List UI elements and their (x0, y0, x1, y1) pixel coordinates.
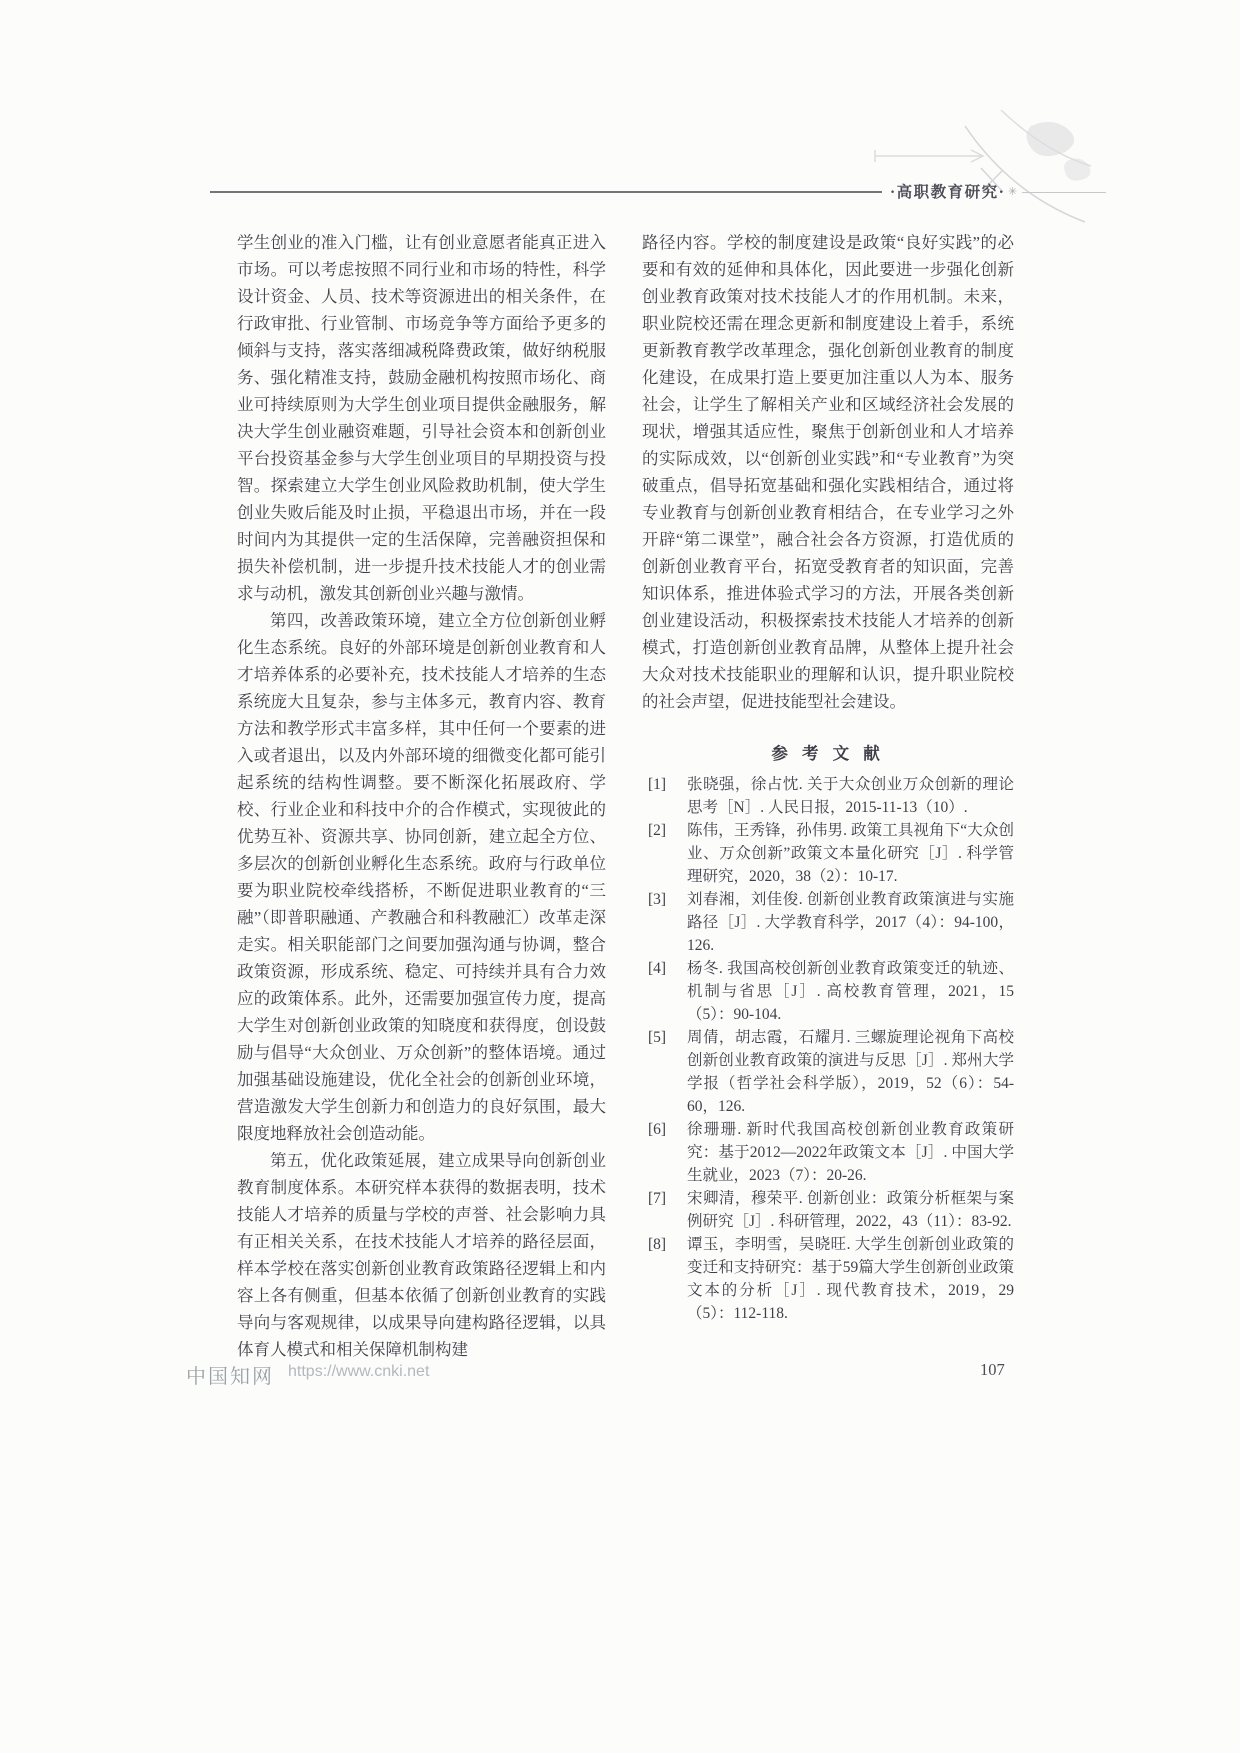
header-rule-left (210, 191, 882, 193)
reference-item (642, 1233, 1014, 1325)
right-paragraph-continuation: 路径内容。学校的制度建设是政策“良好实践”的必要和有效的延伸和具体化，因此要进一步强化创新创业教育政策对技术技能人才的作用机制。未来，职业院校还需在理念更新和制度建设上着手，系统更新教育教学改革理念，强化创新创业教育的制度化建设，在成果打造上要更加注重以人为本、服务社会，让学生了解相关产业和区域经济社会发展的现状，增强其适应性，聚焦于创新创业和人才培养的实际成效，以“创新创业实践”和“专业教育”为突破重点，倡导拓宽基础和强化实践相结合，通过将专业教育与创新创业教育相结合，在专业学习之外开辟“第二课堂”，融合社会各方资源，打造优质的创新创业教育平台，拓宽受教育者的知识面，完善知识体系，推进体验式学习的方法，开展各类创新创业建设活动，积极探索技术技能人才培养的创新模式，打造创新创业教育品牌，从整体上提升社会大众对技术技能职业的理解和认识，提升职业院校的社会声望，促进技能型社会建设。 (642, 233, 1014, 711)
reference-item (642, 1187, 1014, 1233)
reference-text: 周倩，胡志霞，石耀月. 三螺旋理论视角下高校创新创业教育政策的演进与反思［J］. 郑州大学学报（哲学社会科学版），2019，52（6）：54-60，126. (687, 1029, 1014, 1115)
reference-label: [6] (648, 1121, 667, 1138)
left-paragraph-point-five: 第五，优化政策延展，建立成果导向创新创业教育制度体系。本研究样本获得的数据表明，技术技能人才培养的质量与学校的声誉、社会影响力具有正相关关系，在技术技能人才培养的路径层面，样本学校在落实创新创业教育政策路径逻辑上和内容上各有侧重，但基本依循了创新创业教育的实践导向与客观规律，以成果导向建构路径逻辑，以具体育人模式和相关保障机制构建 (237, 1151, 606, 1359)
reference-item (642, 773, 1014, 819)
reference-label: [7] (648, 1190, 667, 1207)
cnki-url: https://www.cnki.net (288, 1363, 430, 1380)
reference-text: 谭玉，李明雪，吴晓旺. 大学生创新创业政策的变迁和支持研究：基于59篇大学生创新创业政策文本的分析［J］. 现代教育技术，2019，29（5）：112-118. (687, 1236, 1014, 1322)
left-paragraph-continuation: 学生创业的准入门槛，让有创业意愿者能真正进入市场。可以考虑按照不同行业和市场的特性，科学设计资金、人员、技术等资源进出的相关条件，在行政审批、行业管制、市场竞争等方面给予更多的倾斜与支持，落实落细减税降费政策，做好纳税服务、强化精准支持，鼓励金融机构按照市场化、商业可持续原则为大学生创业项目提供金融服务，解决大学生创业融资难题，引导社会资本和创新创业平台投资基金参与大学生创业项目的早期投资与投智。探索建立大学生创业风险救助机制，使大学生创业失败后能及时止损，平稳退出市场，并在一段时间内为其提供一定的生活保障，完善融资担保和损失补偿机制，进一步提升技术技能人才的创业需求与动机，激发其创新创业兴趣与激情。 (237, 233, 606, 603)
page-number: 107 (980, 1360, 1005, 1379)
reference-text: 宋卿清，穆荣平. 创新创业：政策分析框架与案例研究［J］. 科研管理，2022，43（11）：83-92. (687, 1190, 1014, 1230)
section-title: ·高职教育研究· (890, 184, 1006, 201)
reference-label: [8] (648, 1236, 667, 1253)
reference-item (642, 1026, 1014, 1118)
reference-text: 张晓强，徐占忱. 关于大众创业万众创新的理论思考［N］. 人民日报，2015-11-13（10）. (687, 776, 1014, 816)
reference-text: 杨冬. 我国高校创新创业教育政策变迁的轨迹、机制与省思［J］. 高校教育管理，2021，15（5）：90-104. (687, 960, 1014, 1023)
references-heading: 参 考 文 献 (771, 744, 885, 763)
reference-item (642, 957, 1014, 1026)
corner-decoration-graphic (853, 108, 1093, 238)
reference-text: 徐珊珊. 新时代我国高校创新创业教育政策研究：基于2012—2022年政策文本［J］. 中国大学生就业，2023（7）：20-26. (687, 1121, 1014, 1184)
reference-text: 陈伟，王秀锋，孙伟男. 政策工具视角下“大众创业、万众创新”政策文本量化研究［J］. 科学管理研究，2020，38（2）：10-17. (687, 822, 1014, 885)
reference-label: [5] (648, 1029, 667, 1046)
reference-label: [1] (648, 776, 667, 793)
right-column (642, 229, 1014, 1325)
reference-item (642, 1118, 1014, 1187)
left-column (237, 229, 606, 1363)
reference-label: [2] (648, 822, 667, 839)
asterisk-mark-icon: ✳ (1008, 186, 1018, 198)
reference-item (642, 888, 1014, 957)
reference-item (642, 819, 1014, 888)
references-list (642, 773, 1014, 1325)
reference-label: [3] (648, 891, 667, 908)
header-rule-right (1022, 192, 1106, 193)
left-paragraph-point-four: 第四，改善政策环境，建立全方位创新创业孵化生态系统。良好的外部环境是创新创业教育和人才培养体系的必要补充，技术技能人才培养的生态系统庞大且复杂，参与主体多元，教育内容、教育方法和教学形式丰富多样，其中任何一个要素的进入或者退出，以及内外部环境的细微变化都可能引起系统的结构性调整。要不断深化拓展政府、学校、行业企业和科技中介的合作模式，实现彼此的优势互补、资源共享、协同创新，建立起全方位、多层次的创新创业孵化生态系统。政府与行政单位要为职业院校牵线搭桥，不断促进职业教育的“三融”（即普职融通、产教融合和科教融汇）改革走深走实。相关职能部门之间要加强沟通与协调，整合政策资源，形成系统、稳定、可持续并具有合力效应的政策体系。此外，还需要加强宣传力度，提高大学生对创新创业政策的知晓度和获得度，创设鼓励与倡导“大众创业、万众创新”的整体语境。通过加强基础设施建设，优化全社会的创新创业环境，营造激发大学生创新力和创造力的良好氛围，最大限度地释放社会创造动能。 (237, 611, 606, 1143)
reference-text: 刘春湘，刘佳俊. 创新创业教育政策演进与实施路径［J］. 大学教育科学，2017（4）：94-100，126. (687, 891, 1014, 954)
reference-label: [4] (648, 960, 667, 977)
cnki-watermark: 中国知网 (186, 1366, 274, 1388)
